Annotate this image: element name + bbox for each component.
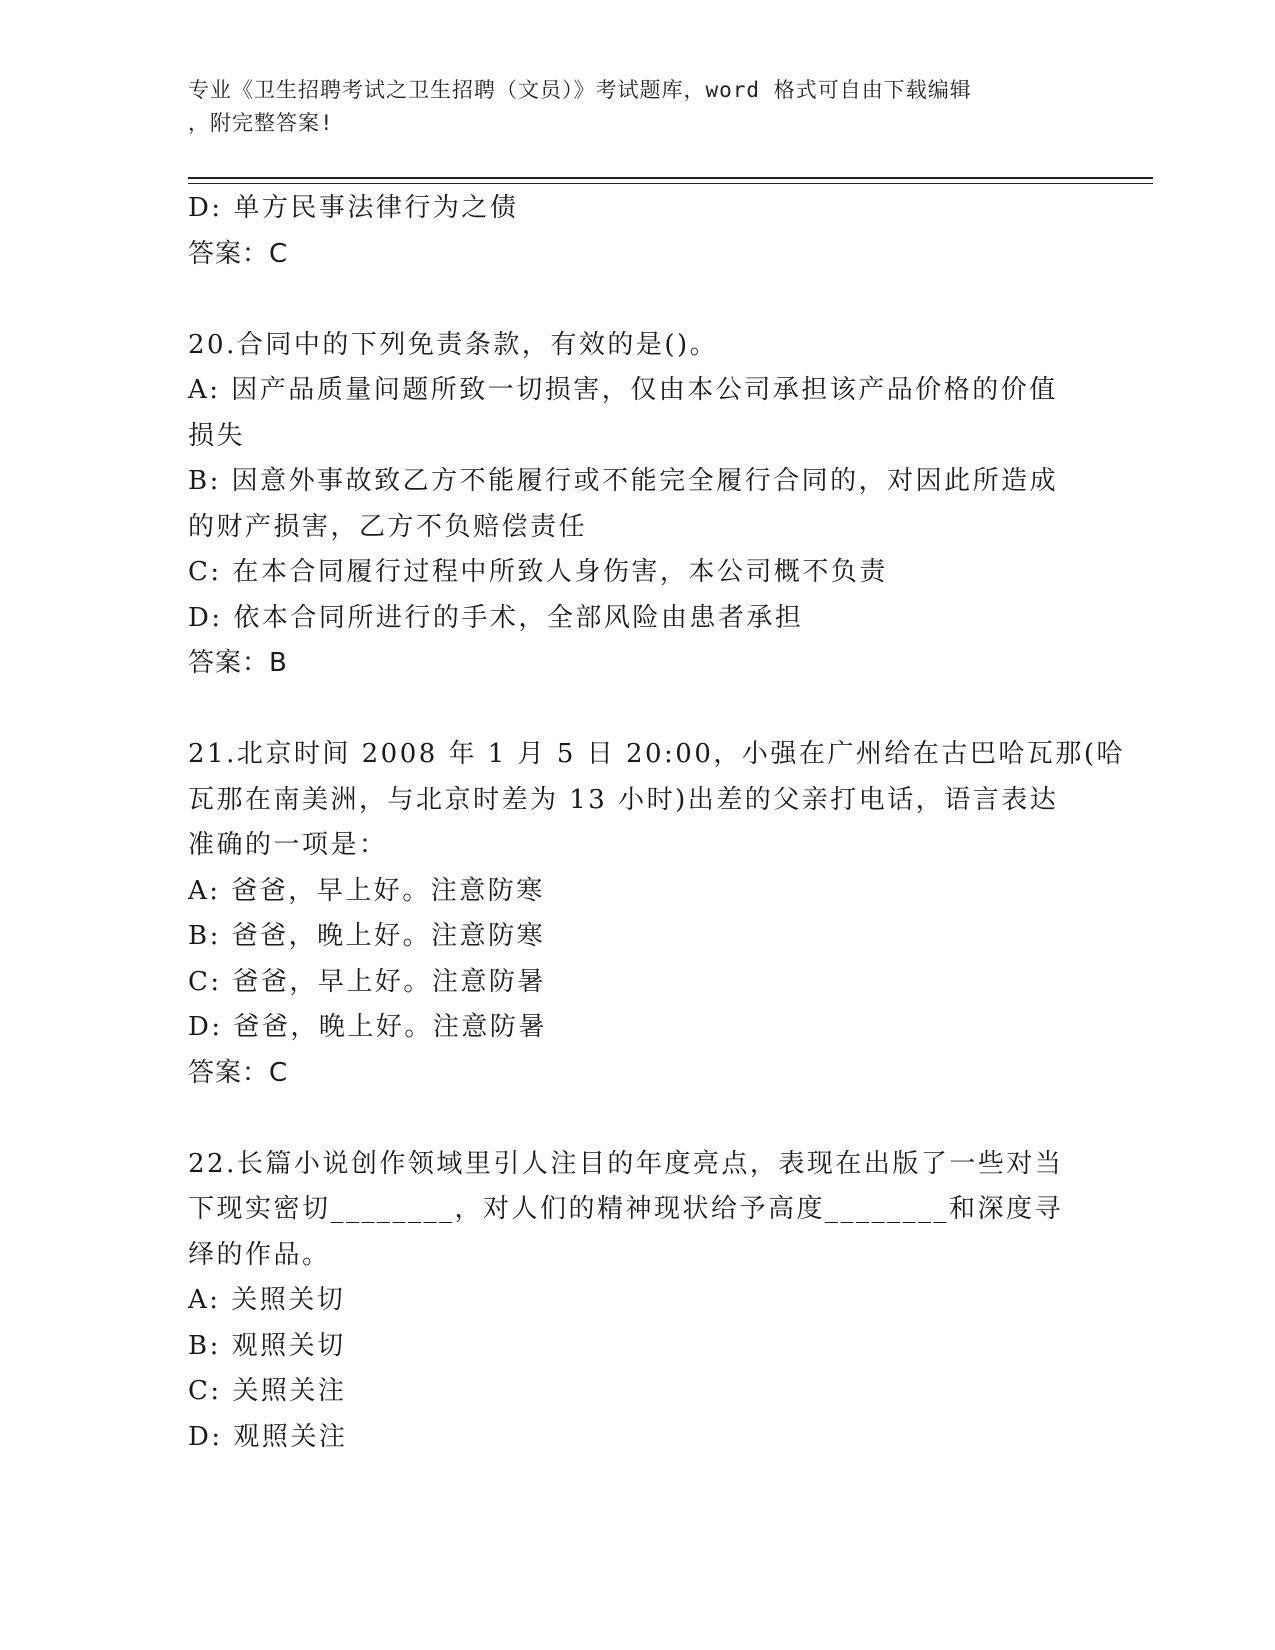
option-a: A: 爸爸，早上好。注意防寒 [188, 875, 545, 906]
spacer [188, 277, 1088, 323]
question-stem-cont: 下现实密切________，对人们的精神现状给予高度________和深度寻 [188, 1194, 1064, 1224]
spacer [188, 687, 1088, 733]
header-rule-thick [188, 177, 1153, 179]
option-a: A: 因产品质量问题所致一切损害，仅由本公司承担该产品价格的价值 [188, 375, 1058, 405]
option-a-cont: 损失 [188, 420, 246, 451]
question-content [188, 186, 1126, 1460]
spacer [188, 1096, 1088, 1142]
option-d: D: 依本合同所进行的手术，全部风险由患者承担 [188, 602, 804, 633]
question-stem: 22.长篇小说创作领域里引人注目的年度亮点，表现在出版了一些对当 [188, 1148, 1064, 1179]
header-line-2: ，附完整答案! [188, 111, 334, 135]
option-b-cont: 的财产损害，乙方不负赔偿责任 [188, 511, 588, 542]
question-20 [188, 323, 1088, 687]
question-stem: 21.北京时间 2008 年 1 月 5 日 20:00，小强在广州给在古巴哈瓦那(哈 [188, 739, 1126, 769]
option-c: C: 关照关注 [188, 1376, 347, 1406]
answer: 答案：B [188, 648, 288, 678]
question-21 [188, 732, 1126, 1096]
option-d: D: 观照关注 [188, 1421, 348, 1452]
document-header [188, 74, 1088, 140]
option-c: C: 爸爸，早上好。注意防暑 [188, 966, 546, 997]
question-stem: 20.合同中的下列免责条款，有效的是()。 [188, 329, 719, 360]
option-d: D: 爸爸，晚上好。注意防暑 [188, 1012, 547, 1042]
prev-answer: 答案：C [188, 238, 289, 269]
question-stem-cont: 绎的作品。 [188, 1239, 331, 1270]
question-stem-cont: 准确的一项是： [188, 830, 388, 860]
option-b: B: 因意外事故致乙方不能履行或不能完全履行合同的，对因此所造成 [188, 466, 1059, 496]
option-b: B: 爸爸，晚上好。注意防寒 [188, 921, 546, 951]
header-line-1: 专业《卫生招聘考试之卫生招聘（文员）》考试题库，word 格式可自由下载编辑 [188, 78, 972, 102]
question-22 [188, 1142, 1088, 1461]
prev-option-d: D: 单方民事法律行为之债 [188, 193, 519, 223]
option-c: C: 在本合同履行过程中所致人身伤害，本公司概不负责 [188, 557, 888, 587]
answer: 答案：C [188, 1057, 289, 1088]
question-stem-cont: 瓦那在南美洲，与北京时差为 13 小时)出差的父亲打电话，语言表达 [188, 784, 1059, 815]
header-rule-thin [188, 183, 1153, 184]
option-b: B: 观照关切 [188, 1330, 346, 1361]
option-a: A: 关照关切 [188, 1285, 346, 1315]
